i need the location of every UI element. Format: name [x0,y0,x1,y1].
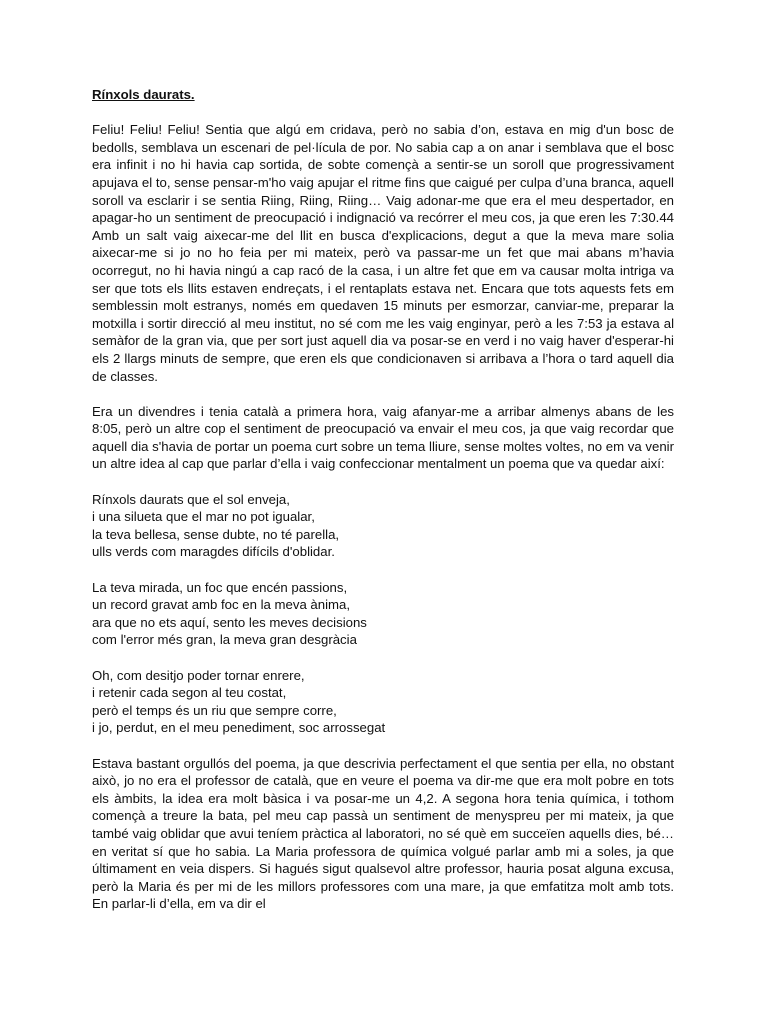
poem-stanza-1 [92,491,674,561]
poem-verse: un record gravat amb foc en la meva ànima, [92,597,351,613]
document-title: Rínxols daurats. [92,87,195,102]
poem-verse: però el temps és un riu que sempre corre, [92,702,337,718]
poem-stanza-3 [92,667,674,737]
poem-verse: ara que no ets aquí, sento les meves decisions [92,614,367,630]
poem-verse: Oh, com desitjo poder tornar enrere, [92,667,305,683]
paragraph-1: Feliu! Feliu! Feliu! Sentia que algú em cridava, però no sabia d’on, estava en mig d'un bosc de bedolls, semblava un escenari de pel·lícula de por. No sabia cap a on anar i semblava que el bosc era infinit i no hi havia cap sortida, de sobte començà a sentir-se un soroll que progressivament apujava el to, sense pensar-m'ho vaig apujar el ritme fins que caigué per culpa d’una branca, aquell soroll va esclarir i se sentia Riing, Riing, Riing… Vaig adonar-me que era el meu despertador, en apagar-ho un sentiment de preocupació i indignació va recórrer el meu cos, ja que eren les 7:30.44 Amb un salt vaig aixecar-me del llit en busca d'explicacions, degut a que la meva mare solia aixecar-me si jo no ho feia per mi mateix, però va passar-me un fet que mai abans m’havia ocorregut, no hi havia ningú a cap racó de la casa, i un altre fet que em va causar molta intriga va ser que tots els llits estaven endreçats, i el rentaplats estava net. Encara que tots aquests fets em semblessin molt estranys, només em quedaven 15 minuts per esmorzar, canviar-me, preparar la motxilla i sortir direcció al meu institut, no sé com me les vaig enginyar, però a les 7:53 ja estava al semàfor de la gran via, que per sort just aquell dia va posar-se en verd i no vaig haver d'esperar-hi els 2 llargs minuts de sempre, que eren els que condicionaven si arribava a l’hora o tard aquell dia de classes. [92,122,674,384]
paragraph-2: Era un divendres i tenia català a primera hora, vaig afanyar-me a arribar almenys abans de les 8:05, però un altre cop el sentiment de preocupació va envair el meu cos, ja que vaig recordar que aquell dia s'havia de portar un poema curt sobre un tema lliure, sense moltes voltes, no em va venir un altre idea al cap que parlar d’ella i vaig confeccionar mentalment un poema que va quedar així: [92,403,674,472]
poem-verse: i retenir cada segon al teu costat, [92,685,287,701]
poem-verse: Rínxols daurats que el sol enveja, [92,491,290,507]
poem-verse: ulls verds com maragdes difícils d'oblidar. [92,544,335,560]
poem-verse: com l'error més gran, la meva gran desgràcia [92,632,357,648]
poem-verse: la teva bellesa, sense dubte, no té parella, [92,526,340,542]
poem-stanza-2 [92,579,674,649]
document-page [92,86,674,931]
poem-verse: La teva mirada, un foc que encén passions, [92,579,348,595]
paragraph-3: Estava bastant orgullós del poema, ja que descrivia perfectament el que sentia per ella, no obstant això, jo no era el professor de català, que en veure el poema va dir-me que era molt pobre en tots els àmbits, la idea era molt bàsica i va posar-me un 4,2. A segona hora tenia química, i tothom començà a treure la bata, pel meu cap passà un sentiment de menyspreu per mi mateix, ja que també vaig oblidar que avui teníem pràctica al laboratori, no sé què em succeïen aquells dies, bé… en veritat sí que ho sabia. La Maria professora de química volgué parlar amb mi a soles, ja que últimament en veia dispers. Si hagués sigut qualsevol altre professor, hauria posat alguna excusa, però la Maria és per mi de les millors professores com una mare, ja que emfatitza molt amb tots. En parlar-li d’ella, em va dir el [92,755,674,912]
poem-verse: i una silueta que el mar no pot igualar, [92,509,315,525]
poem-verse: i jo, perdut, en el meu penediment, soc arrossegat [92,720,386,736]
